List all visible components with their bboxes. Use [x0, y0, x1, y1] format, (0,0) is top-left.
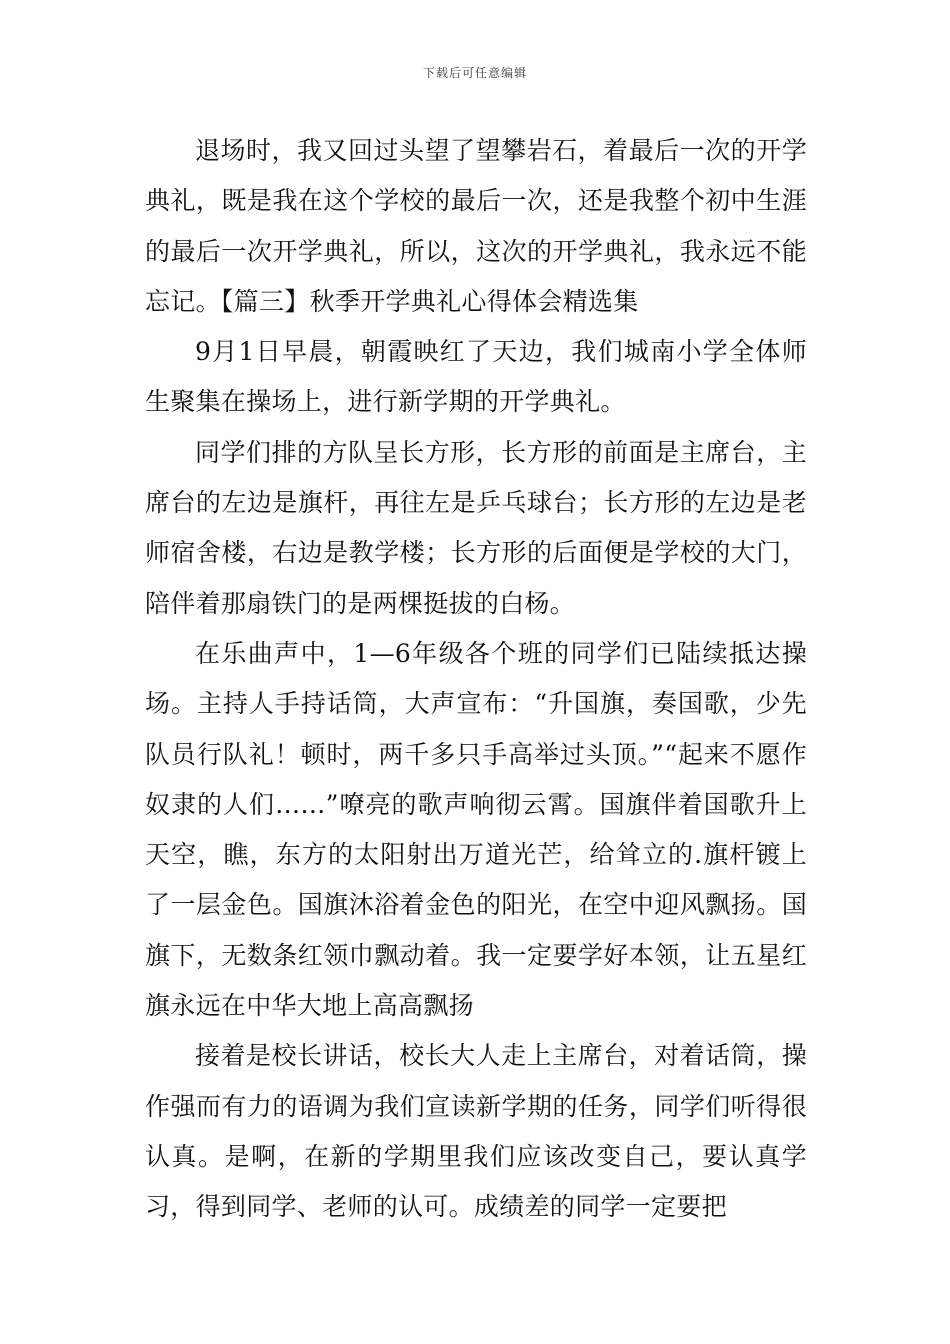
- page-header-note: 下载后可任意编辑: [422, 66, 527, 80]
- paragraph-3: 同学们排的方队呈长方形，长方形的前面是主席台，主席台的左边是旗杆，再往左是乒乓球台；长方形的左边是老师宿舍楼，右边是教学楼；长方形的后面便是学校的大门，陪伴着那扇铁门的是两棵挺拔的白杨。: [145, 437, 807, 618]
- paragraph-1: 退场时，我又回过头望了望攀岩石，着最后一次的开学典礼，既是我在这个学校的最后一次，还是我整个初中生涯的最后一次开学典礼，所以，这次的开学典礼，我永远不能忘记。【篇三】秋季开学典礼心得体会精选集: [145, 136, 807, 316]
- paragraph-2: 9月1日早晨，朝霞映红了天边，我们城南小学全体师生聚集在操场上，进行新学期的开学典礼。: [145, 337, 807, 417]
- paragraph-5: 接着是校长讲话，校长大人走上主席台，对着话筒，操作强而有力的语调为我们宣读新学期的任务，同学们听得很认真。是啊，在新的学期里我们应该改变自己，要认真学习，得到同学、老师的认可。成绩差的同学一定要把: [145, 1041, 807, 1222]
- paragraph-4: 在乐曲声中，1—6年级各个班的同学们已陆续抵达操场。主持人手持话筒，大声宣布：“升国旗，奏国歌，少先队员行队礼！顿时，两千多只手高举过头顶。”“起来不愿作奴隶的人们……”嘹亮的歌声响彻云霄。国旗伴着国歌升上天空，瞧，东方的太阳射出万道光芒，给耸立的.旗杆镀上了一层金色。国旗沐浴着金色的阳光，在空中迎风飘扬。国旗下，无数条红领巾飘动着。我一定要学好本领，让五星红旗永远在中华大地上高高飘扬: [145, 638, 807, 1021]
- document-body: [145, 126, 807, 1233]
